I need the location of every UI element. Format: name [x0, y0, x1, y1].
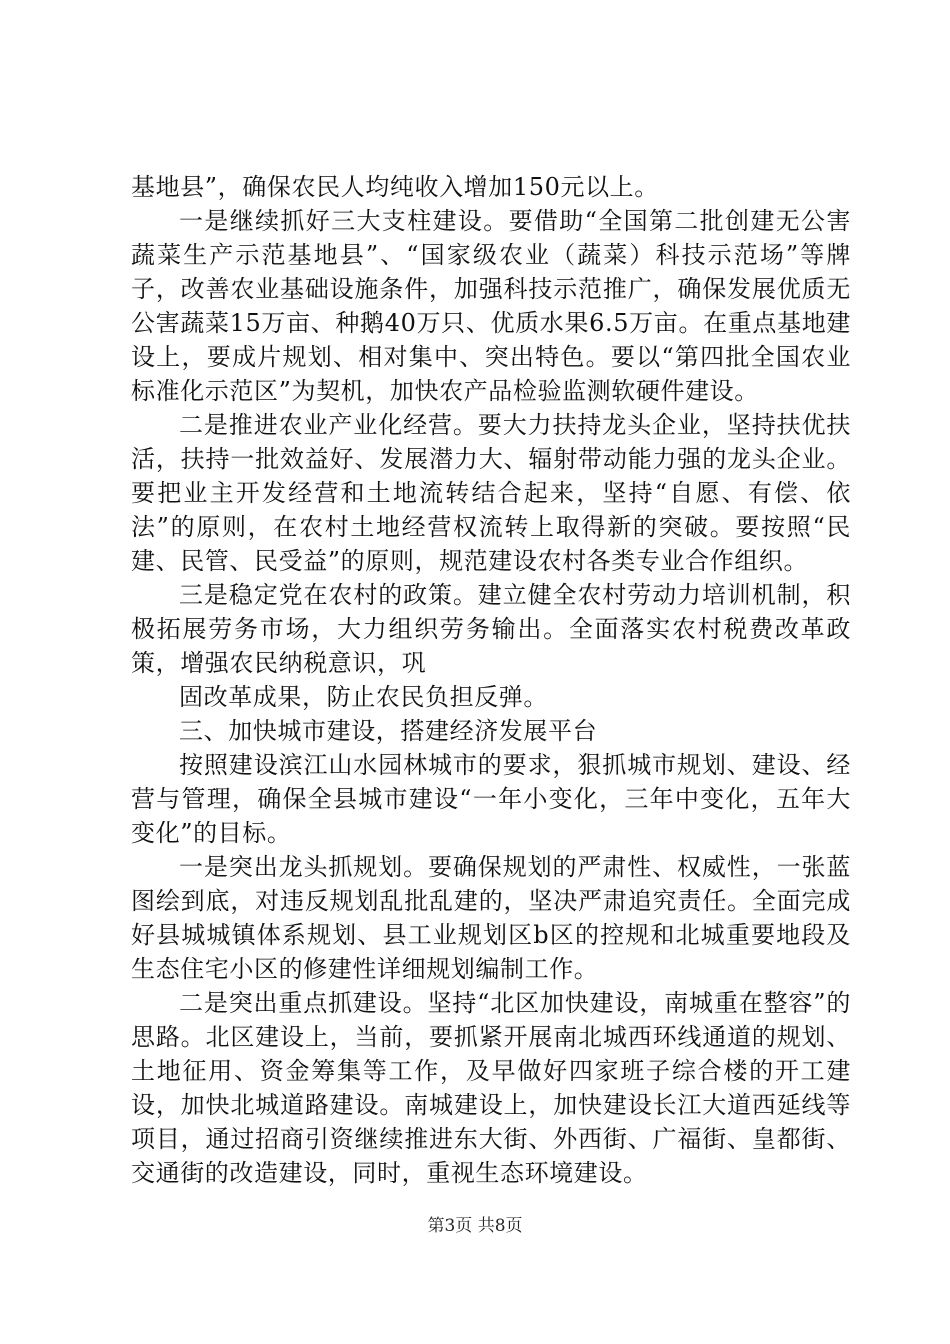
document-body [131, 170, 851, 1190]
page-number-footer: 第3页 共8页 [427, 1216, 523, 1236]
paragraph-1: 基地县”，确保农民人均纯收入增加150元以上。 [131, 173, 659, 201]
paragraph-8: 二是突出重点抓建设。坚持“北区加快建设，南城重在整容”的思路。北区建设上，当前，要抓紧开展南北城西环线通道的规划、土地征用、资金筹集等工作，及早做好四家班子综合楼的开工建设，加快北城道路建设。南城建设上，加快建设长江大道西延线等项目，通过招商引资继续推进东大街、外西街、广福街、皇都街、交通街的改造建设，同时，重视生态环境建设。 [131, 989, 851, 1187]
paragraph-7: 一是突出龙头抓规划。要确保规划的严肃性、权威性，一张蓝图绘到底，对违反规划乱批乱建的，坚决严肃追究责任。全面完成好县城城镇体系规划、县工业规划区b区的控规和北城重要地段及生态住宅小区的修建性详细规划编制工作。 [131, 853, 851, 983]
paragraph-4: 三是稳定党在农村的政策。建立健全农村劳动力培训机制，积极拓展劳务市场，大力组织劳务输出。全面落实农村税费改革政策，增强农民纳税意识，巩 [131, 581, 851, 677]
paragraph-6: 按照建设滨江山水园林城市的要求，狠抓城市规划、建设、经营与管理，确保全县城市建设“一年小变化，三年中变化，五年大变化”的目标。 [131, 751, 851, 847]
paragraph-5: 固改革成果，防止农民负担反弹。 [179, 683, 548, 711]
paragraph-2: 一是继续抓好三大支柱建设。要借助“全国第二批创建无公害蔬菜生产示范基地县”、“国家级农业（蔬菜）科技示范场”等牌子，改善农业基础设施条件，加强科技示范推广，确保发展优质无公害蔬菜15万亩、种鹅40万只、优质水果6.5万亩。在重点基地建设上，要成片规划、相对集中、突出特色。要以“第四批全国农业标准化示范区”为契机，加快农产品检验监测软硬件建设。 [131, 207, 851, 405]
paragraph-3: 二是推进农业产业化经营。要大力扶持龙头企业，坚持扶优扶活，扶持一批效益好、发展潜力大、辐射带动能力强的龙头企业。要把业主开发经营和土地流转结合起来，坚持“自愿、有偿、依法”的原则，在农村土地经营权流转上取得新的突破。要按照“民建、民管、民受益”的原则，规范建设农村各类专业合作组织。 [131, 411, 851, 575]
section-heading: 三、加快城市建设，搭建经济发展平台 [179, 717, 598, 745]
